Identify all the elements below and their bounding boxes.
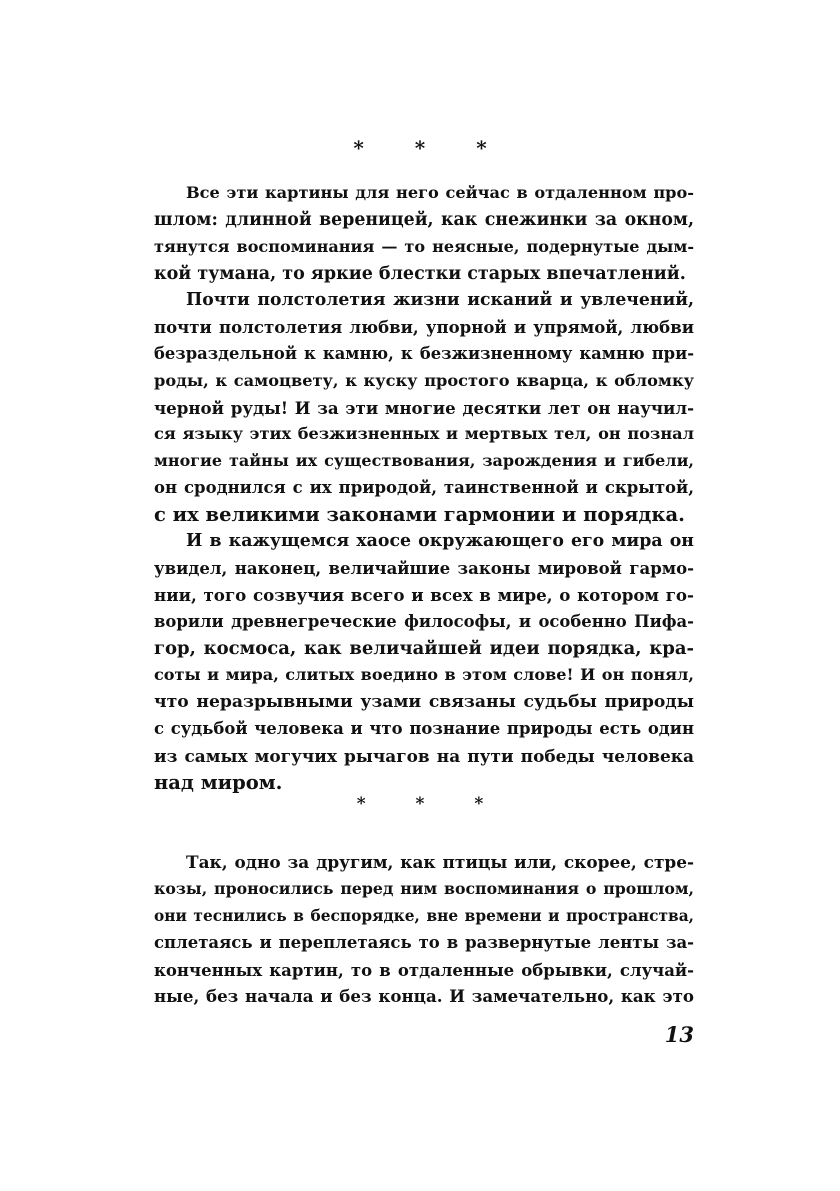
text-line: с их великими законами гармонии и порядка. [154,503,685,527]
text-line: И в кажущемся хаосе окружающего его мира он [186,531,694,551]
text-line: ся языку этих безжизненных и мертвых тел, он познал [154,424,694,444]
text-line: роды, к самоцвету, к куску простого кварца, к обломку [154,370,694,390]
text-line: Почти полстолетия жизни исканий и увлечений, [186,290,694,310]
section-separator-middle: * * * [356,794,506,814]
text-line: Все эти картины для него сейчас в отдаленном про- [186,183,694,202]
text-line: кой тумана, то яркие блестки старых впечатлений. [154,263,686,284]
text-line: Так, одно за другим, как птицы или, скорее, стре- [186,852,694,872]
paragraph-2 [154,287,694,529]
text-line: они теснились в беспорядке, вне времени и пространства, [154,906,694,925]
text-line: безраздельной к камню, к безжизненному камню при- [154,343,694,363]
text-line: черной руды! И за эти многие десятки лет он научил- [154,397,694,418]
text-line: ворили древнегреческие философы, и особенно Пифа- [154,611,694,631]
page-number: 13 [664,1022,694,1047]
text-line: многие тайны их существования, зарождения и гибели, [154,451,694,471]
text-line: гор, космоса, как величайшей идеи порядка, кра- [154,637,694,659]
text-line: из самых могучих рычагов на пути победы человека [154,746,694,767]
text-line: почти полстолетия любви, упорной и упрямой, любви [154,316,694,337]
text-line: тянутся воспоминания — то неясные, подернутые дым- [154,236,694,256]
text-line: увидел, наконец, величайшие законы мировой гармо- [154,557,694,578]
text-line: сплетаясь и переплетаясь то в развернутые ленты за- [154,932,694,952]
paragraph-3 [154,528,694,797]
text-line: нии, того созвучия всего и всех в мире, о котором го- [154,584,694,605]
paragraph-1 [154,180,694,288]
section-separator-top: * * * [353,136,509,160]
text-line: шлом: длинной вереницей, как снежинки за окном, [154,209,694,230]
paragraph-4 [154,849,694,1010]
text-line: что неразрывными узами связаны судьбы природы [154,692,694,713]
text-line: над миром. [154,771,283,795]
text-line: конченных картин, то в отдаленные обрывки, случай- [154,959,694,980]
text-line: козы, проносились перед ним воспоминания о прошлом, [154,878,694,898]
text-line: он сроднился с их природой, таинственной и скрытой, [154,478,694,498]
text-line: соты и мира, слитых воедино в этом слове! И он понял, [154,665,694,685]
text-line: ные, без начала и без конца. И замечательно, как это [154,986,694,1007]
text-line: с судьбой человека и что познание природы есть один [154,719,694,739]
